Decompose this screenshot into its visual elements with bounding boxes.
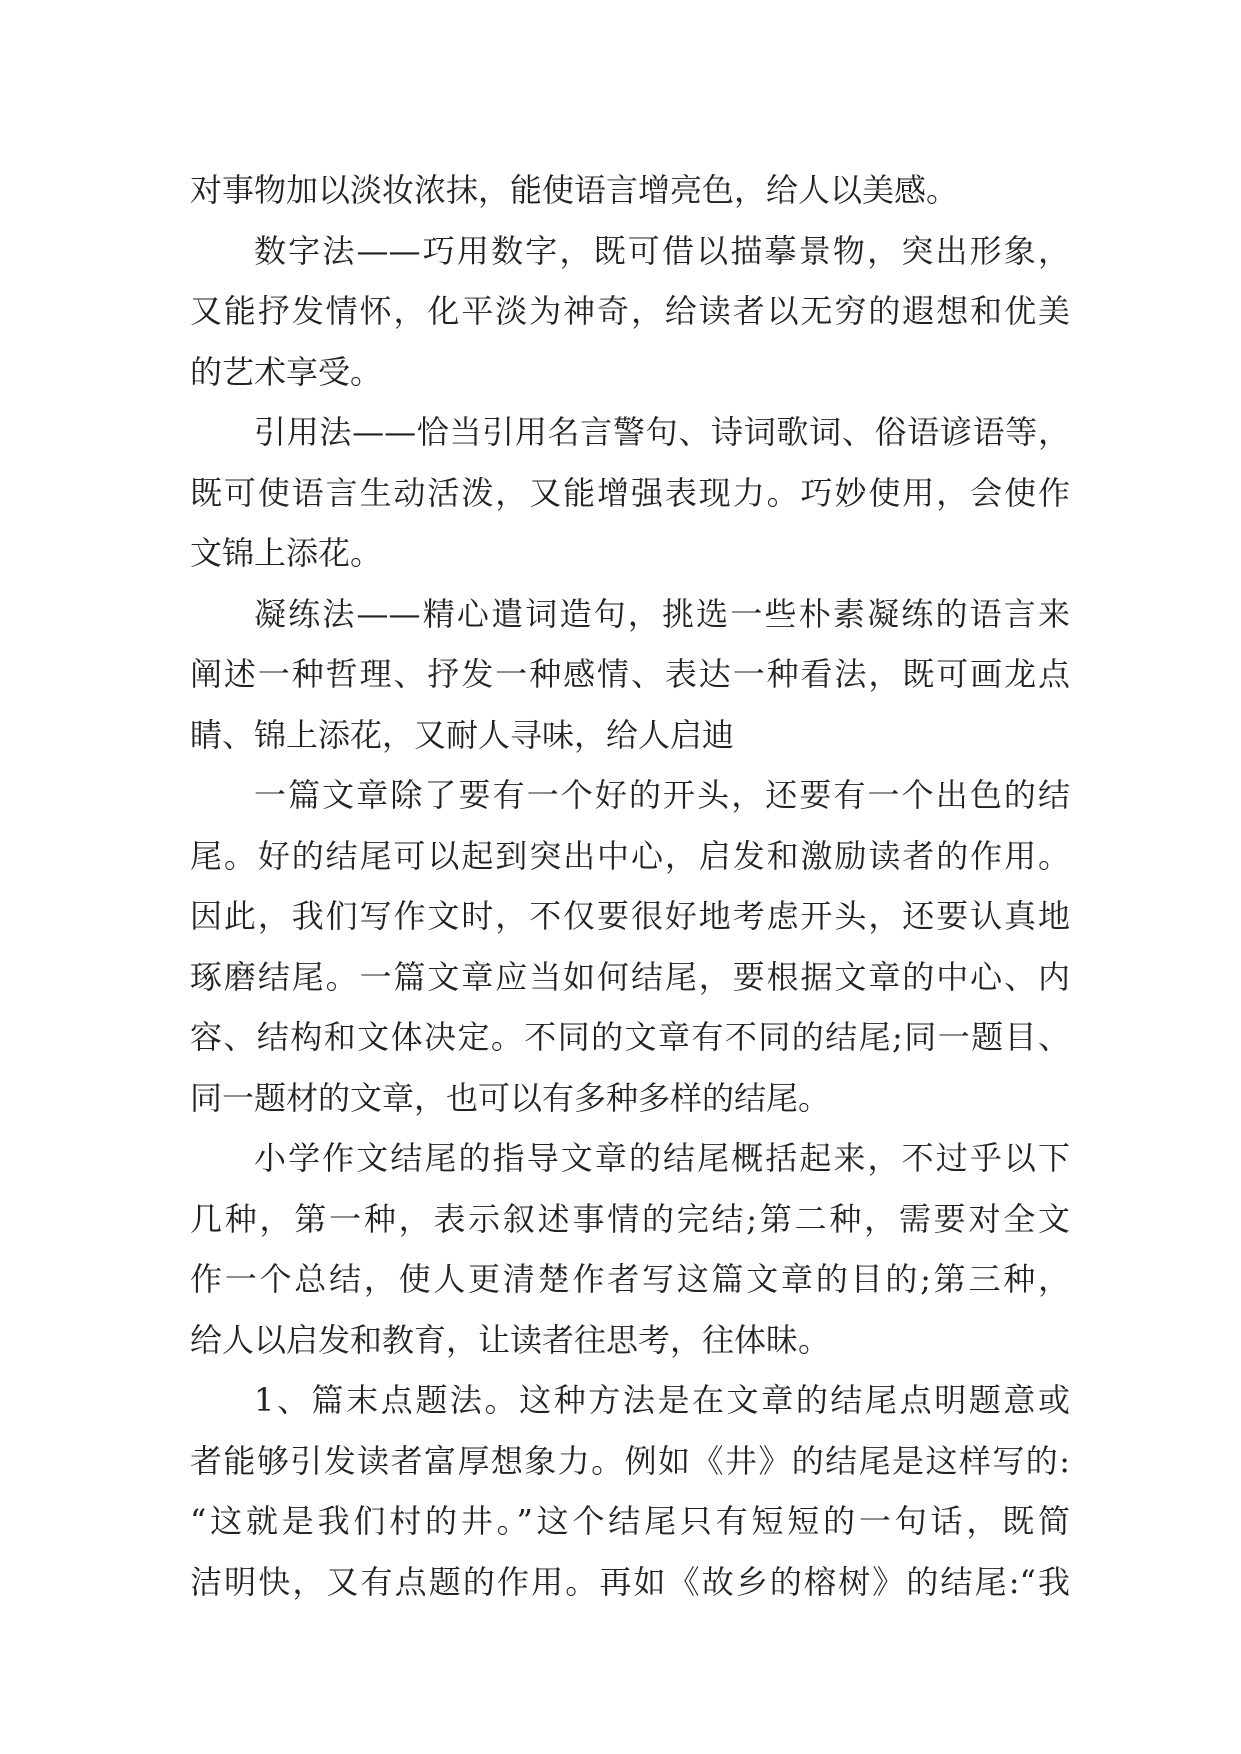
text-line: 文锦上添花。 bbox=[190, 534, 383, 572]
text-line: 给人以启发和教育，让读者往思考，往体昧。 bbox=[190, 1320, 831, 1359]
body-text bbox=[190, 160, 1070, 1612]
text-line: 1、篇末点题法。这种方法是在文章的结尾点明题意或 bbox=[254, 1381, 1070, 1419]
text-line: 又能抒发情怀，化平淡为神奇，给读者以无穷的遐想和优美 bbox=[190, 292, 1070, 330]
text-line: 作一个总结，使人更清楚作者写这篇文章的目的;第三种， bbox=[190, 1260, 1070, 1298]
text-line: 尾。好的结尾可以起到突出中心，启发和激励读者的作用。 bbox=[190, 836, 1070, 875]
text-line: 几种，第一种，表示叙述事情的完结;第二种，需要对全文 bbox=[190, 1199, 1070, 1238]
text-line: 凝练法——精心遣词造句，挑选一些朴素凝练的语言来 bbox=[254, 594, 1070, 633]
text-line: 者能够引发读者富厚想象力。例如《井》的结尾是这样写的: bbox=[190, 1441, 1070, 1480]
text-line: 容、结构和文体决定。不同的文章有不同的结尾;同一题目、 bbox=[190, 1018, 1070, 1056]
text-line: 小学作文结尾的指导文章的结尾概括起来，不过乎以下 bbox=[254, 1139, 1070, 1177]
text-line: 因此，我们写作文时，不仅要很好地考虑开头，还要认真地 bbox=[190, 897, 1070, 935]
text-line: 阐述一种哲理、抒发一种感情、表达一种看法，既可画龙点 bbox=[190, 655, 1070, 693]
text-line: 引用法——恰当引用名言警句、诗词歌词、俗语谚语等， bbox=[254, 413, 1070, 451]
text-line: 一篇文章除了要有一个好的开头，还要有一个出色的结 bbox=[254, 776, 1070, 814]
text-line: 既可使语言生动活泼，又能增强表现力。巧妙使用，会使作 bbox=[190, 473, 1070, 512]
text-line: 睛、锦上添花，又耐人寻味，给人启迪 bbox=[190, 715, 735, 754]
text-line: 的艺术享受。 bbox=[190, 352, 383, 391]
text-line: 同一题材的文章，也可以有多种多样的结尾。 bbox=[190, 1078, 831, 1117]
text-line: 数字法——巧用数字，既可借以描摹景物，突出形象， bbox=[254, 231, 1070, 270]
text-line: “这就是我们村的井。”这个结尾只有短短的一句话，既简 bbox=[190, 1502, 1070, 1540]
text-line: 洁明快，又有点题的作用。再如《故乡的榕树》的结尾:“我 bbox=[190, 1562, 1070, 1601]
text-line: 琢磨结尾。一篇文章应当如何结尾，要根据文章的中心、内 bbox=[190, 957, 1070, 996]
text-line: 对事物加以淡妆浓抹，能使语言增亮色，给人以美感。 bbox=[190, 171, 959, 209]
